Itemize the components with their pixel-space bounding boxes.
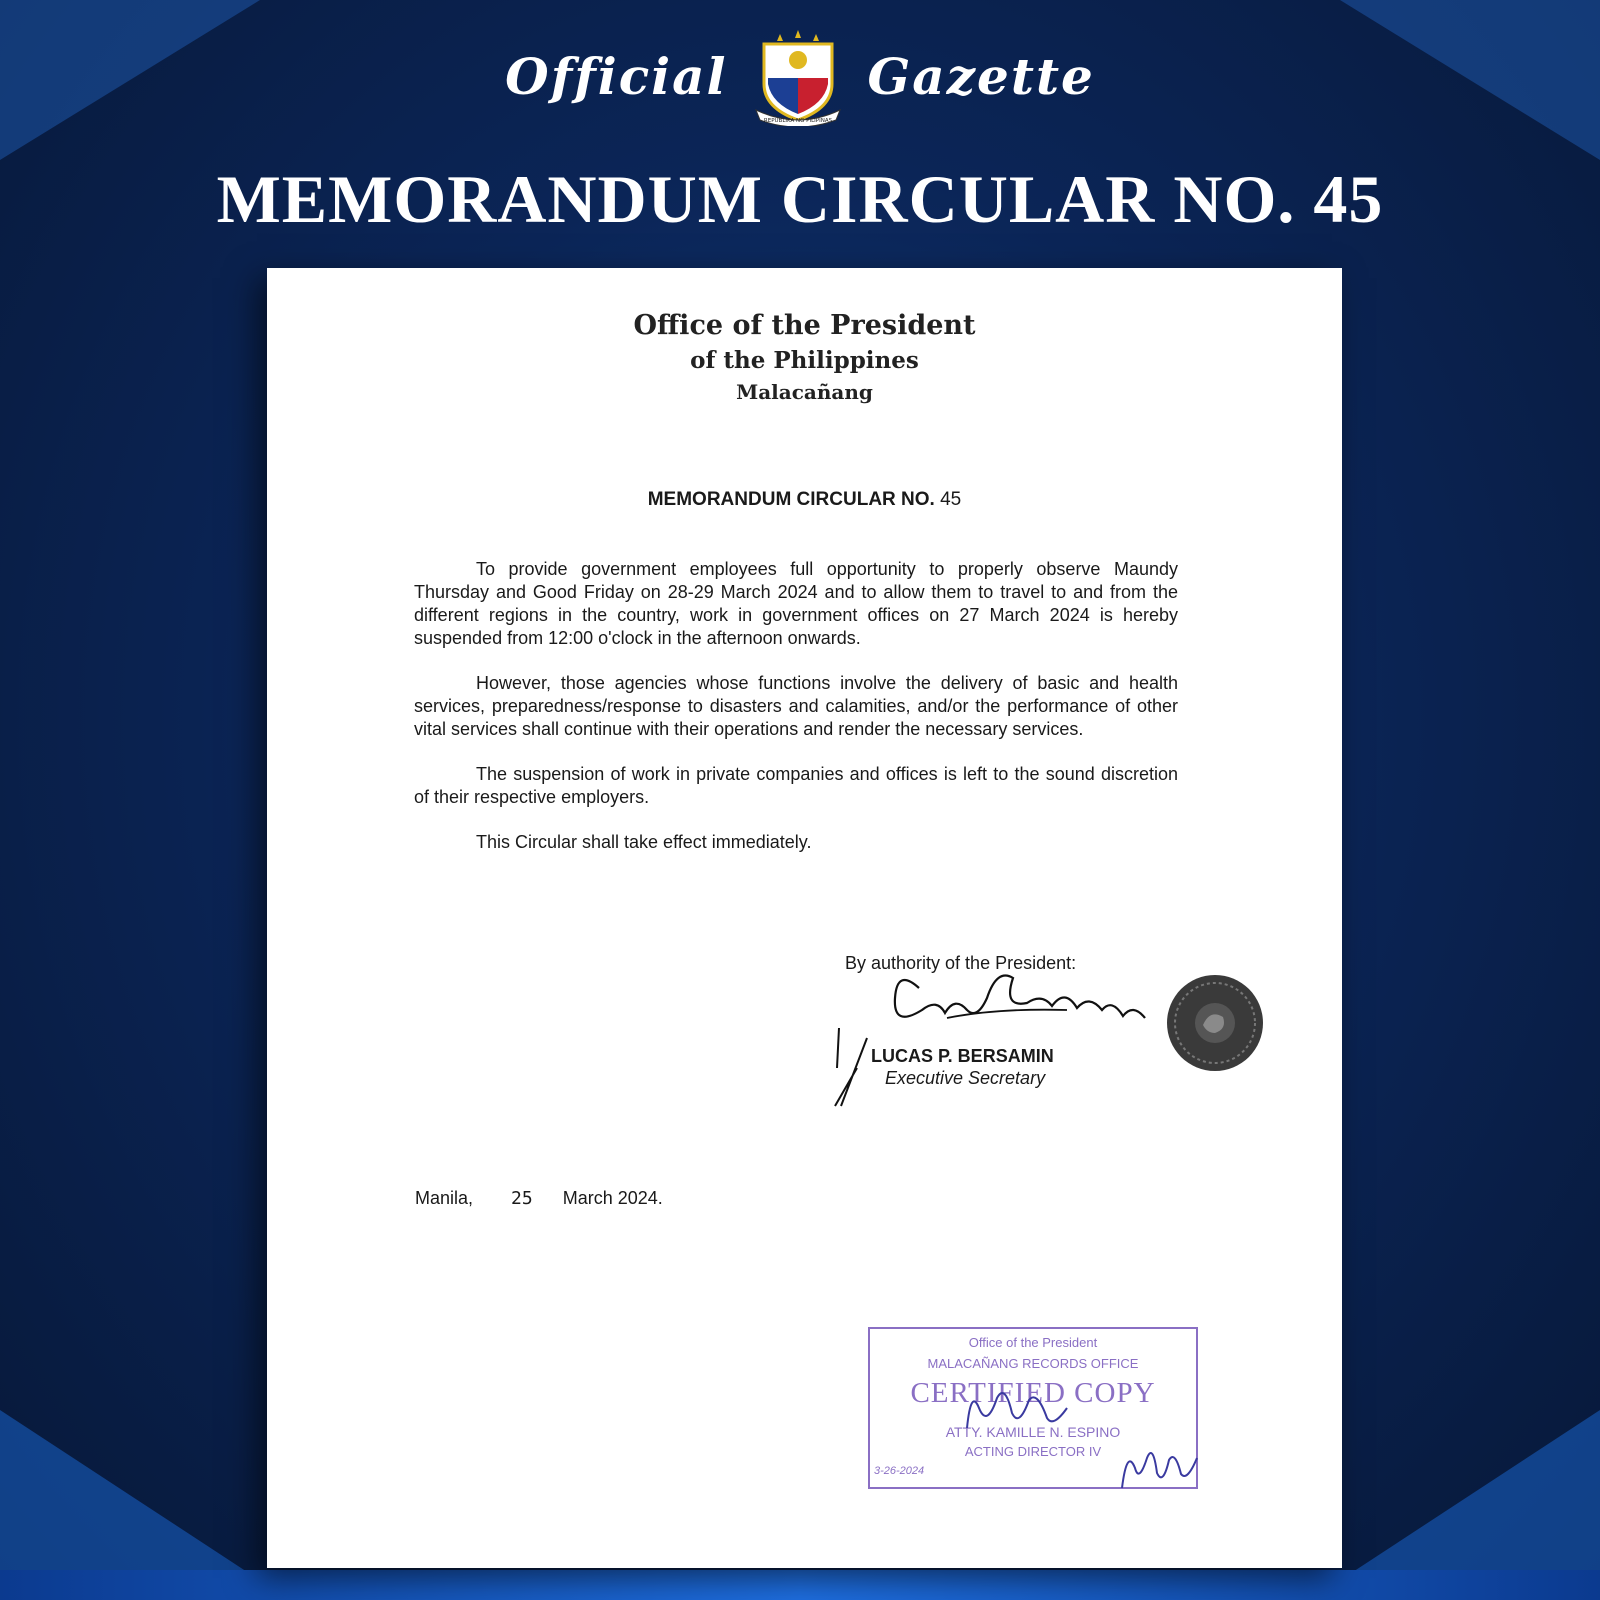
gazette-word-left: Official — [505, 46, 728, 106]
seal-ribbon-text: REPUBLIKA NG PILIPINAS — [763, 118, 832, 124]
philippine-seal-icon — [750, 26, 846, 126]
paragraph-1: To provide government employees full opportunity to properly observe Maundy Thursday and Good Friday on 28-29 March 2024 and to allow them to travel to and from the different regions in the country, work in government offices on 27 March 2024 is hereby suspended from 12:00 o'clock in the afternoon onwards. — [414, 559, 1178, 648]
document-title — [267, 489, 1342, 511]
office-line-3: Malacañang — [736, 380, 873, 404]
date-month-year: March 2024. — [562, 1188, 663, 1208]
document-title-number: 45 — [940, 489, 962, 510]
bottom-bar — [0, 1570, 1600, 1600]
paragraph-2: However, those agencies whose functions involve the delivery of basic and health services, preparedness/response to disasters and calamities, and/or the performance of other vital services shall continue with their operations and render the necessary services. — [414, 673, 1178, 739]
office-header — [267, 310, 1342, 404]
date-line — [415, 1188, 663, 1209]
initials-mark — [1117, 1438, 1202, 1493]
stamp-certified-copy: CERTIFIED COPY — [910, 1377, 1156, 1409]
office-line-1: Office of the President — [633, 310, 976, 341]
signer-title: Executive Secretary — [885, 1068, 1046, 1088]
gazette-word-right: Gazette — [867, 46, 1095, 106]
date-day: 25 — [511, 1188, 533, 1209]
document-sheet — [267, 268, 1342, 1568]
dry-seal-icon — [1165, 973, 1265, 1073]
document-title-label: MEMORANDUM CIRCULAR NO. — [647, 489, 935, 510]
paragraph-3: The suspension of work in private companies and offices is left to the sound discretion of their respective employers. — [414, 764, 1178, 807]
banner-title: MEMORANDUM CIRCULAR NO. 45 — [216, 161, 1384, 237]
signer-name: LUCAS P. BERSAMIN — [871, 1046, 1054, 1066]
paragraph-4: This Circular shall take effect immediately. — [476, 832, 812, 852]
stamp-handwritten-date: 3-26-2024 — [874, 1465, 925, 1477]
stamp-signature-mark — [957, 1378, 1077, 1438]
date-place: Manila, — [415, 1188, 474, 1208]
stamp-signatory-name: ATTY. KAMILLE N. ESPINO — [945, 1424, 1121, 1440]
official-gazette-header — [0, 26, 1600, 126]
stamp-line-2: MALACAÑANG RECORDS OFFICE — [927, 1356, 1139, 1371]
authority-line: By authority of the President: — [845, 953, 1077, 973]
stamp-line-1: Office of the President — [968, 1335, 1098, 1350]
document-body — [414, 558, 1178, 876]
stamp-signatory-title: ACTING DIRECTOR IV — [964, 1444, 1102, 1459]
office-line-2: of the Philippines — [690, 347, 919, 374]
